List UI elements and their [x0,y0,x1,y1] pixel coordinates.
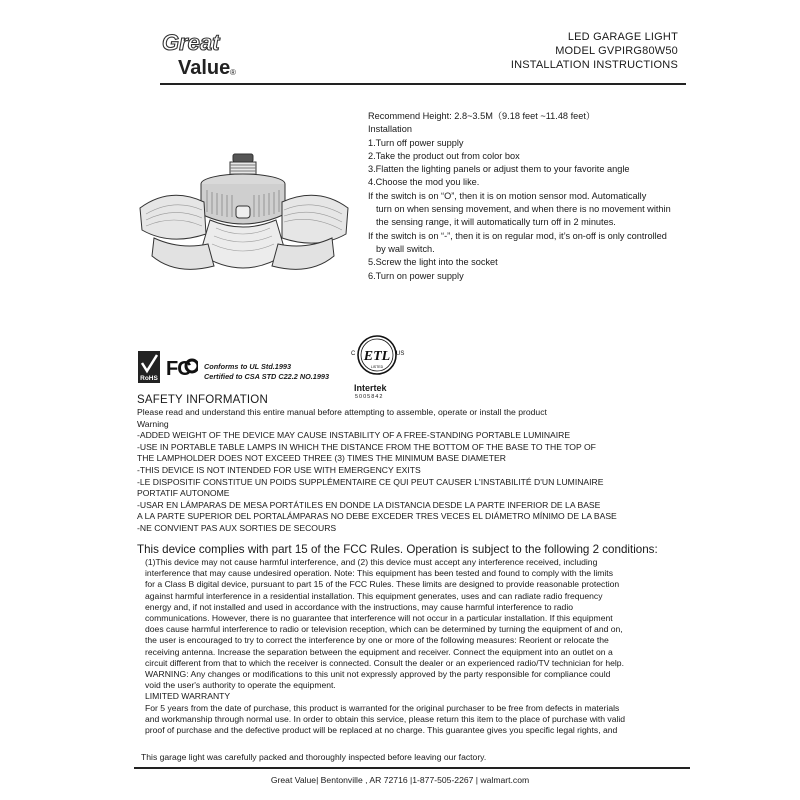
rohs-label: RoHS [140,375,158,382]
logo-great-text: Great [162,30,220,55]
fcc-body [137,557,697,736]
etl-us-text: US [396,351,405,357]
etl-listed-mark [347,325,407,385]
conformity-statement [204,362,329,382]
safety-line: PORTATIF AUTONOME [137,488,230,499]
regular-mode-note-cont: by wall switch. [376,243,435,254]
etl-mark-text: ETL [363,349,391,364]
header-divider [160,83,686,85]
safety-heading: SAFETY INFORMATION [137,394,268,406]
fcc-line: receiving antenna. Increase the separation between the equipment and receiver. Connect the equipment into an outlet on a [145,646,613,657]
intertek-number: 5005842 [355,394,384,400]
footer-divider [134,767,690,769]
logo-value-text: Value [178,57,231,79]
install-step-2: 2.Take the product out from color box [368,150,520,161]
recommend-height: Recommend Height: 2.8~3.5M（9.18 feet ~11.48 feet） [368,111,596,121]
fcc-warning: WARNING: Any changes or modifications to this unit not expressly approved by the party responsible for compliance could [145,669,611,680]
safety-line: -USE IN PORTABLE TABLE LAMPS IN WHICH THE DISTANCE FROM THE BOTTOM OF THE BASE TO THE TOP OF [137,441,596,452]
motion-mode-note-cont: the sensing range, it will automatically turn off in 2 minutes. [376,217,616,228]
fcc-line: the user is encouraged to try to correct the interference by one or more of the following measures: Reorient or relocate the [145,635,609,646]
logo-registered-mark: ® [230,68,236,77]
motion-mode-note-cont: turn on when sensing movement, and when there is no movement within [376,204,671,215]
fcc-line: circuit different from that to which the receiver is connected. Consult the dealer or an experienced radio/TV technician for help. [145,657,624,668]
regular-mode-note: If the switch is on “-”, then it is on regular mod, it’s on-off is only controlled [368,230,667,241]
footer-contact: Great Value| Bentonville , AR 72716 |1-877-505-2267 | walmart.com [270,775,530,785]
closing-statement: This garage light was carefully packed and thoroughly inspected before leaving our factory. [141,752,487,762]
document-header [511,30,678,72]
led-garage-light-illustration [132,150,354,278]
fcc-line: energy and, if not installed and used in accordance with the instructions, may cause harmful interference to radio [145,601,574,612]
csa-standard: Certified to CSA STD C22.2 NO.1993 [204,372,330,381]
model-number: MODEL GVPIRG80W50 [555,45,678,57]
installation-heading: Installation [368,124,412,135]
fcc-line: against harmful interference in a residential installation. This equipment generates, uses and can radiate radio frequency [145,590,603,601]
fcc-title: This device complies with part 15 of the FCC Rules. Operation is subject to the following 2 conditions: [137,543,658,556]
warranty-line: proof of purchase and the defective product will be replaced at no charge. This guarantee gives you specific legal rights, and [145,725,618,736]
rohs-icon [138,351,160,383]
ul-standard: Conforms to UL Std.1993 [204,362,292,371]
fcc-compliance-section [137,543,697,736]
fcc-line: for a Class B digital device, pursuant to part 15 of the FCC Rules. These limits are designed to provide reasonable protection [145,579,620,590]
warranty-heading: LIMITED WARRANTY [145,691,231,702]
document-subtitle: INSTALLATION INSTRUCTIONS [510,59,678,71]
safety-line: A LA PARTE SUPERIOR DEL PORTALÁMPARAS NO DEBE EXCEDER TRES VECES EL DIÁMETRO MÍNIMO DE LA BASE [137,511,617,522]
safety-line: -THIS DEVICE IS NOT INTENDED FOR USE WITH EMERGENCY EXITS [137,464,421,475]
intertek-label: Intertek [354,383,387,393]
fcc-line: communications. However, there is no guarantee that interference will not occur in a particular installation. If this equipment [145,613,613,624]
great-value-logo [160,28,240,84]
fcc-line: (1)This device may not cause harmful interference, and (2) this device must accept any interference received, including [145,557,598,567]
fcc-warning: void the user's authority to operate the equipment. [145,680,336,691]
safety-line: Please read and understand this entire manual before attempting to assemble, operate or install the product [137,407,547,417]
safety-line: THE LAMPHOLDER DOES NOT EXCEED THREE (3) TIMES THE MINIMUM BASE DIAMETER [137,453,506,464]
install-step-1: 1.Turn off power supply [368,137,464,148]
installation-instructions [368,110,698,283]
safety-information [137,394,697,535]
etl-listed-text: LISTED [370,365,384,369]
install-step-4: 4.Choose the mod you like. [368,177,480,188]
fcc-line: interference that may cause undesired operation. Note: This equipment has been tested and found to comply with the limits [145,568,613,579]
install-step-6: 6.Turn on power supply [368,270,464,281]
safety-line: -ADDED WEIGHT OF THE DEVICE MAY CAUSE INSTABILITY OF A FREE-STANDING PORTABLE LUMINAIRE [137,430,571,441]
etl-c-text: C [351,351,356,357]
install-step-3: 3.Flatten the lighting panels or adjust them to your favorite angle [368,164,630,175]
warranty-line: and workmanship through normal use. In order to obtain this service, please return this item to the place of purchase with valid [145,713,626,724]
motion-mode-note: If the switch is on “O”, then it is on motion sensor mod. Automatically [368,190,647,201]
safety-line: -USAR EN LÁMPARAS DE MESA PORTÁTILES EN DONDE LA DISTANCIA DESDE LA PARTE INFERIOR DE LA BASE [137,499,601,510]
fcc-line: does cause harmful interference to radio or television reception, which can be determined by turning the equipment of and on, [145,624,623,635]
warranty-line: For 5 years from the date of purchase, this product is warranted for the original purchaser to be free from defects in materials [145,702,620,713]
install-step-5: 5.Screw the light into the socket [368,257,498,268]
product-title: LED GARAGE LIGHT [567,31,678,43]
safety-line: -LE DISPOSITIF CONSTITUE UN POIDS SUPPLÉMENTAIRE CE QUI PEUT CAUSER L'INSTABILITÉ D'UN LUMINAIRE [137,476,604,487]
fcc-logo [166,355,198,379]
safety-line: Warning [137,418,169,429]
fcc-label: FC [166,358,191,379]
safety-line: -NE CONVIENT PAS AUX SORTIES DE SECOURS [137,522,337,533]
